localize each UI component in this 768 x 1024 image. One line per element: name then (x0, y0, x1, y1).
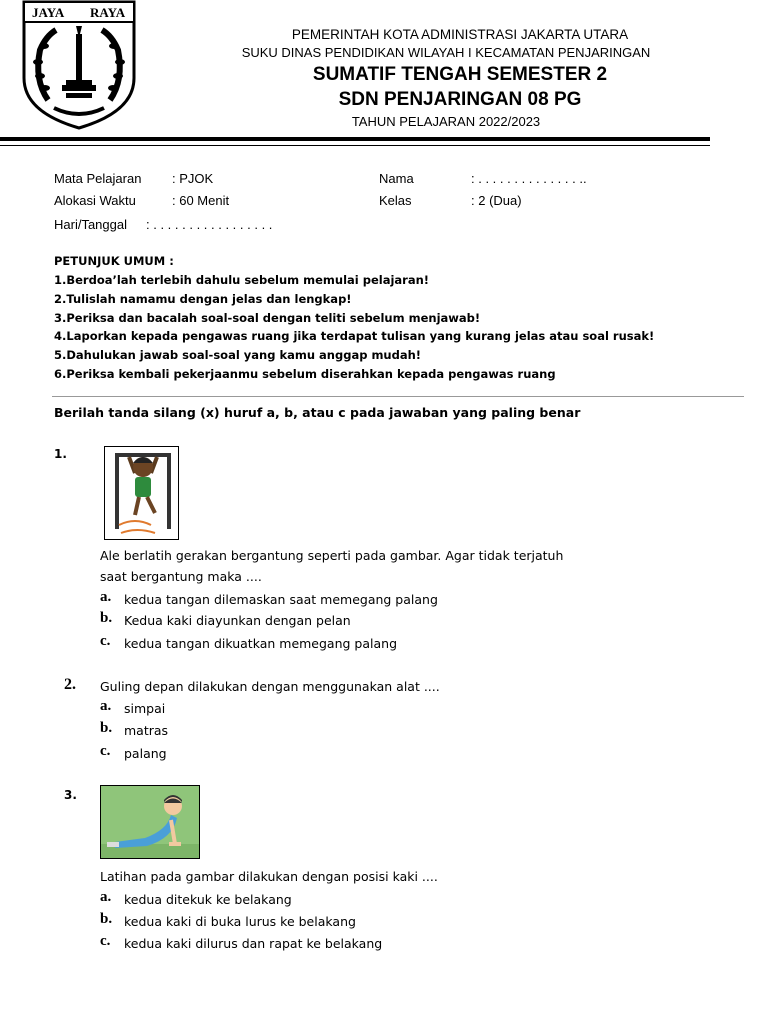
option-text[interactable]: kedua ditekuk ke belakang (124, 892, 292, 907)
subject-value: : PJOK (172, 171, 214, 186)
hanging-exercise-illustration (104, 446, 179, 540)
header-rule-thin (0, 145, 710, 146)
instruction-item: 3.Periksa dan bacalah soal-soal dengan teliti sebelum menjawab! (54, 311, 481, 325)
option-text[interactable]: Kedua kaki diayunkan dengan pelan (124, 613, 351, 628)
instruction-item: 6.Periksa kembali pekerjaanmu sebelum diserahkan kepada pengawas ruang (54, 367, 556, 381)
school-name: SDN PENJARINGAN 08 PG (338, 89, 582, 110)
cobra-stretch-illustration (100, 785, 200, 859)
question-text: saat bergantung maka .... (100, 569, 262, 584)
class-label: Kelas (379, 193, 412, 208)
question-number: 3. (64, 788, 77, 802)
question-number: 1. (54, 447, 67, 461)
answer-directive: Berilah tanda silang (x) huruf a, b, atau c pada jawaban yang paling benar (54, 405, 581, 420)
option-text[interactable]: kedua tangan dilemaskan saat memegang palang (124, 592, 438, 607)
date-label: Hari/Tanggal (54, 217, 127, 232)
question-text: Ale berlatih gerakan bergantung seperti pada gambar. Agar tidak terjatuh (100, 548, 564, 563)
option-letter[interactable]: c. (100, 933, 111, 949)
option-text[interactable]: matras (124, 723, 169, 738)
instructions-heading: PETUNJUK UMUM : (54, 254, 174, 268)
logo-text-left: JAYA (32, 5, 65, 20)
instruction-item: 1.Berdoa’lah terlebih dahulu sebelum memulai pelajaran! (54, 273, 430, 287)
option-letter[interactable]: a. (100, 889, 112, 905)
option-letter[interactable]: b. (100, 610, 113, 626)
exam-title: SUMATIF TENGAH SEMESTER 2 (312, 64, 608, 85)
jaya-raya-logo (18, 0, 140, 130)
option-letter[interactable]: a. (100, 698, 112, 714)
date-value: : . . . . . . . . . . . . . . . . . (146, 217, 273, 232)
option-text[interactable]: simpai (124, 701, 166, 716)
class-value: : 2 (Dua) (471, 193, 522, 208)
section-divider (52, 396, 744, 397)
header-line-1: PEMERINTAH KOTA ADMINISTRASI JAKARTA UTARA (291, 27, 629, 42)
option-letter[interactable]: b. (100, 720, 113, 736)
question-number: 2. (64, 676, 76, 693)
instruction-item: 2.Tulislah namamu dengan jelas dan lengkap! (54, 292, 352, 306)
option-letter[interactable]: a. (100, 589, 112, 605)
option-letter[interactable]: c. (100, 633, 111, 649)
question-text: Latihan pada gambar dilakukan dengan posisi kaki .... (100, 869, 438, 884)
subject-label: Mata Pelajaran (54, 171, 142, 186)
instruction-item: 4.Laporkan kepada pengawas ruang jika terdapat tulisan yang kurang jelas atau soal rusak! (54, 329, 655, 343)
option-letter[interactable]: c. (100, 743, 111, 759)
option-text[interactable]: palang (124, 746, 167, 761)
option-text[interactable]: kedua tangan dikuatkan memegang palang (124, 636, 398, 651)
time-value: : 60 Menit (172, 193, 230, 208)
header-line-2: SUKU DINAS PENDIDIKAN WILAYAH I KECAMATAN PENJARINGAN (241, 45, 651, 60)
question-text: Guling depan dilakukan dengan menggunakan alat .... (100, 679, 440, 694)
name-label: Nama (379, 171, 414, 186)
school-year: TAHUN PELAJARAN 2022/2023 (351, 114, 541, 129)
logo-text-right: RAYA (90, 5, 126, 20)
option-letter[interactable]: b. (100, 911, 113, 927)
option-text[interactable]: kedua kaki dilurus dan rapat ke belakang (124, 936, 383, 951)
name-value: : . . . . . . . . . . . . . . .. (471, 171, 587, 186)
option-text[interactable]: kedua kaki di buka lurus ke belakang (124, 914, 356, 929)
header-rule-thick (0, 137, 710, 141)
instruction-item: 5.Dahulukan jawab soal-soal yang kamu anggap mudah! (54, 348, 422, 362)
time-label: Alokasi Waktu (54, 193, 136, 208)
